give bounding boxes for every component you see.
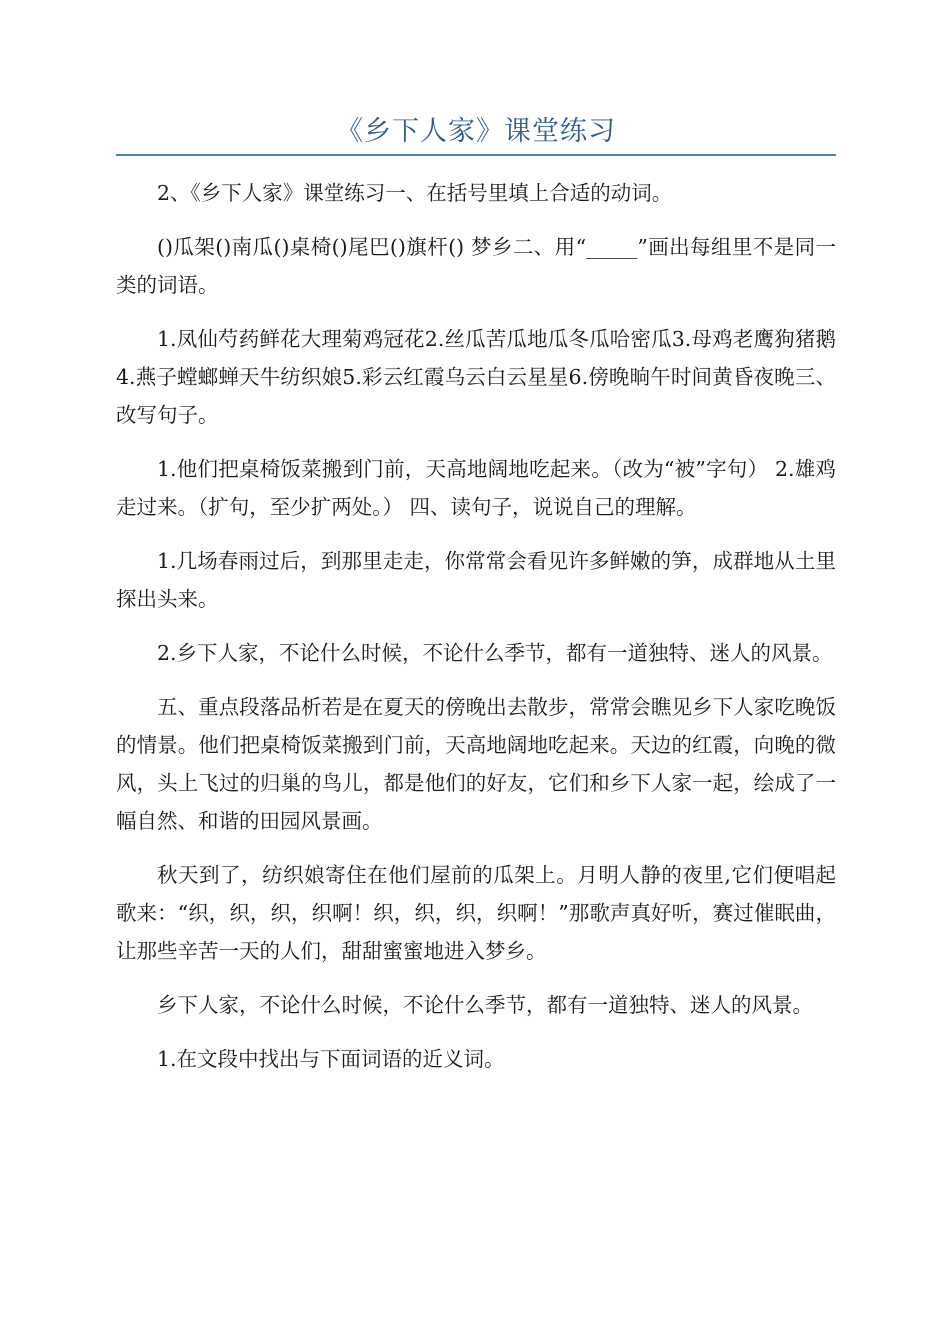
paragraph-5: 1.几场春雨过后，到那里走走，你常常会看见许多鲜嫩的笋，成群地从土里探出头来。 [116, 549, 836, 611]
paragraph-9: 乡下人家，不论什么时候，不论什么季节，都有一道独特、迷人的风景。 [157, 993, 813, 1017]
paragraph-10: 1.在文段中找出与下面词语的近义词。 [157, 1047, 505, 1071]
paragraph-1: 2、《乡下人家》课堂练习一、在括号里填上合适的动词。 [157, 181, 673, 205]
document-page [116, 108, 836, 1094]
title-underline [116, 154, 836, 156]
document-title: 《乡下人家》课堂练习 [336, 116, 616, 147]
paragraph-7: 五、重点段落品析若是在夏天的傍晚出去散步，常常会瞧见乡下人家吃晚饭的情景。他们把桌椅饭菜搬到门前，天高地阔地吃起来。天边的红霞，向晚的微风，头上飞过的归巢的鸟儿，都是他们的好友，它们和乡下人家一起，绘成了一幅自然、和谐的田园风景画。 [116, 695, 836, 833]
paragraph-4: 1.他们把桌椅饭菜搬到门前，天高地阔地吃起来。（改为“被”字句） 2.雄鸡走过来。（扩句，至少扩两处。） 四、读句子，说说自己的理解。 [116, 457, 836, 519]
paragraph-6: 2.乡下人家，不论什么时候，不论什么季节，都有一道独特、迷人的风景。 [157, 641, 833, 665]
paragraph-2: ()瓜架()南瓜()桌椅()尾巴()旗杆() 梦乡二、用“_____”画出每组里不是同一类的词语。 [116, 235, 836, 297]
paragraph-8: 秋天到了，纺织娘寄住在他们屋前的瓜架上。月明人静的夜里,它们便唱起歌来：“织，织，织，织啊！织，织，织，织啊！”那歌声真好听，赛过催眠曲，让那些辛苦一天的人们，甜甜蜜蜜地进入梦乡。 [116, 863, 836, 963]
paragraph-3: 1.凤仙芍药鲜花大理菊鸡冠花2.丝瓜苦瓜地瓜冬瓜哈密瓜3.母鸡老鹰狗猪鹅4.燕子螳螂蝉天牛纺织娘5.彩云红霞乌云白云星星6.傍晚晌午时间黄昏夜晚三、改写句子。 [116, 327, 836, 427]
